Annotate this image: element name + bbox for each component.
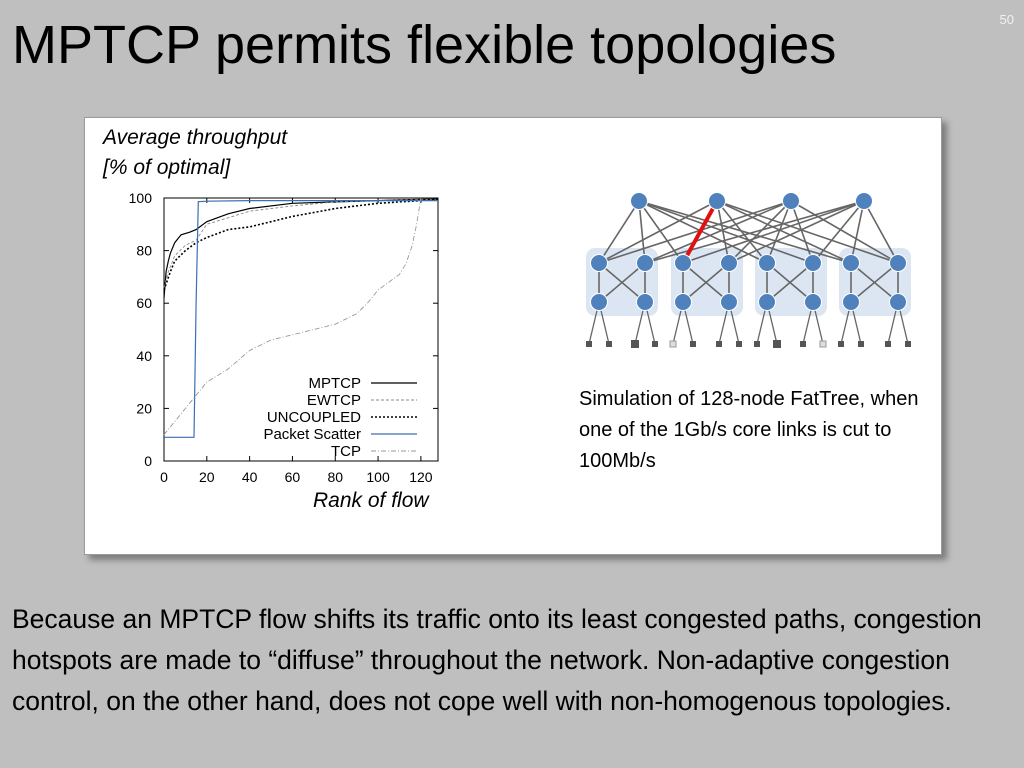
edge-switch-node xyxy=(675,294,692,311)
fattree-topology-diagram xyxy=(573,180,923,355)
host-square xyxy=(652,341,658,347)
legend-label: Packet Scatter xyxy=(263,426,361,443)
aggregation-switch-node xyxy=(890,255,907,272)
host-square xyxy=(586,341,592,347)
aggregation-switch-node xyxy=(675,255,692,272)
aggregation-switch-node xyxy=(759,255,776,272)
slide-title: MPTCP permits flexible topologies xyxy=(12,15,837,75)
y-tick-label: 60 xyxy=(136,295,152,312)
legend-label: TCP xyxy=(331,443,361,460)
aggregation-switch-node xyxy=(805,255,822,272)
edge-switch-node xyxy=(591,294,608,311)
diagram-caption: Simulation of 128-node FatTree, when one of the 1Gb/s core links is cut to 100Mb/s xyxy=(579,388,919,472)
x-tick-label: 60 xyxy=(284,469,301,485)
host-square xyxy=(631,340,639,348)
x-tick-label: 0 xyxy=(160,469,168,485)
legend-label: MPTCP xyxy=(308,375,361,392)
series-line-ewtcp xyxy=(164,199,438,287)
y-tick-label: 0 xyxy=(144,453,152,469)
body-paragraph: Because an MPTCP flow shifts its traffic onto its least congested paths, congestion hotspots are made to “diffuse” throughout the network. Non-adaptive congestion control, on the other hand, does not cope well with non-homogenous topologies. xyxy=(12,604,982,716)
host-square xyxy=(885,341,891,347)
series-line-tcp xyxy=(164,198,421,435)
edge-switch-node xyxy=(843,294,860,311)
core-switch-node xyxy=(709,193,726,210)
edge-switch-node xyxy=(759,294,776,311)
x-tick-label: 20 xyxy=(199,469,215,485)
aggregation-switch-node xyxy=(843,255,860,272)
host-square xyxy=(670,341,676,347)
legend-label: UNCOUPLED xyxy=(266,409,361,426)
x-axis-label: Rank of flow xyxy=(313,489,429,512)
legend-label: EWTCP xyxy=(306,392,361,409)
figure-panel xyxy=(84,117,942,555)
host-square xyxy=(838,341,844,347)
x-tick-label: 100 xyxy=(366,469,390,485)
y-axis-label-line-1: Average throughput xyxy=(103,126,288,149)
host-square xyxy=(606,341,612,347)
y-tick-label: 100 xyxy=(128,190,152,206)
host-square xyxy=(690,341,696,347)
host-square xyxy=(905,341,911,347)
core-switch-node xyxy=(631,193,648,210)
x-tick-label: 80 xyxy=(327,469,344,485)
slide-number: 50 xyxy=(999,12,1014,27)
aggregation-switch-node xyxy=(721,255,738,272)
edge-switch-node xyxy=(805,294,822,311)
edge-switch-node xyxy=(721,294,738,311)
y-tick-label: 20 xyxy=(136,400,152,417)
y-tick-label: 80 xyxy=(136,242,152,259)
x-tick-label: 40 xyxy=(241,469,258,485)
y-tick-label: 40 xyxy=(136,347,152,364)
host-square xyxy=(754,341,760,347)
core-switch-node xyxy=(783,193,800,210)
aggregation-switch-node xyxy=(637,255,654,272)
host-square xyxy=(716,341,722,347)
series-line-mptcp xyxy=(164,199,438,298)
x-tick-label: 120 xyxy=(409,469,433,485)
core-switch-node xyxy=(856,193,873,210)
aggregation-switch-node xyxy=(591,255,608,272)
host-square xyxy=(820,341,826,347)
edge-switch-node xyxy=(637,294,654,311)
host-square xyxy=(773,340,781,348)
host-square xyxy=(736,341,742,347)
series-line-packet-scatter xyxy=(164,201,438,438)
host-square xyxy=(858,341,864,347)
y-axis-label-line-2: [% of optimal] xyxy=(103,156,231,179)
host-square xyxy=(800,341,806,347)
edge-switch-node xyxy=(890,294,907,311)
throughput-chart xyxy=(85,118,465,518)
